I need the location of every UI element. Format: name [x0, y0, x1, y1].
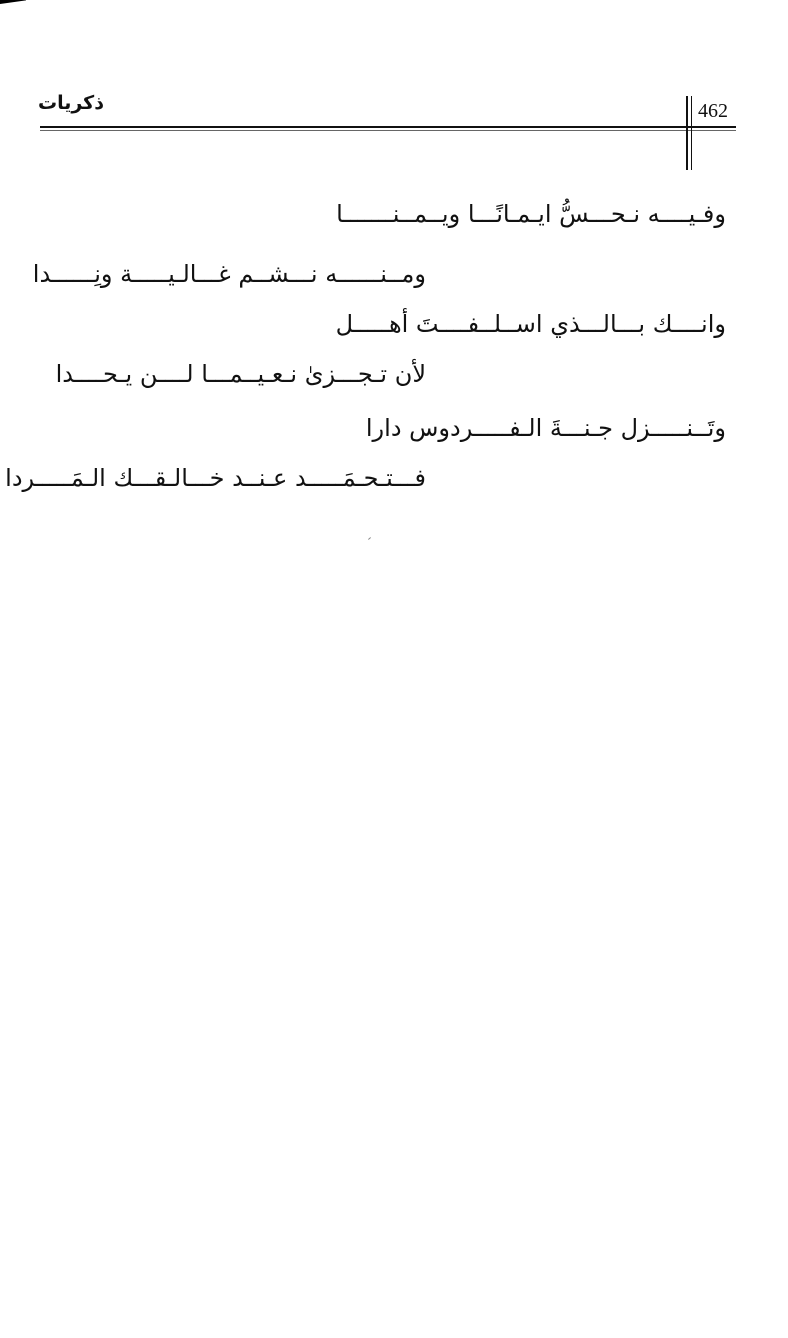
header-rule — [40, 126, 736, 128]
page-number: 462 — [698, 100, 728, 122]
scan-speck — [368, 537, 371, 540]
page-number-divider — [686, 96, 688, 170]
header-rule-thin — [40, 130, 736, 131]
verse-line-3: وانــــك بـــالـــذي اســلــفــــتَ أهـــــل — [335, 310, 726, 338]
verse-line-6: فـــتـحـمَـــــد عـنــد خـــالـقـــك الـمَـــــردا — [5, 464, 426, 492]
verse-line-4: لأن تـجـــزىٰ نـعـيــمـــا لــــن يـحــــدا — [55, 360, 426, 388]
page-number-divider-thin — [691, 96, 692, 170]
running-title: ذكريات — [38, 92, 104, 114]
verse-line-1: وفـيــــه نـحـــسُّ ايـمـانًـــا ويــمــنـــــــا — [336, 200, 726, 228]
scan-corner-mark — [0, 0, 26, 4]
verse-line-5: وتَــنـــــزل جـنـــةَ الـفـــــردوس دارا — [365, 414, 726, 442]
verse-line-2: ومــنــــــه نـــشــم غـــالـيـــــة ونِــــــدا — [32, 260, 426, 288]
